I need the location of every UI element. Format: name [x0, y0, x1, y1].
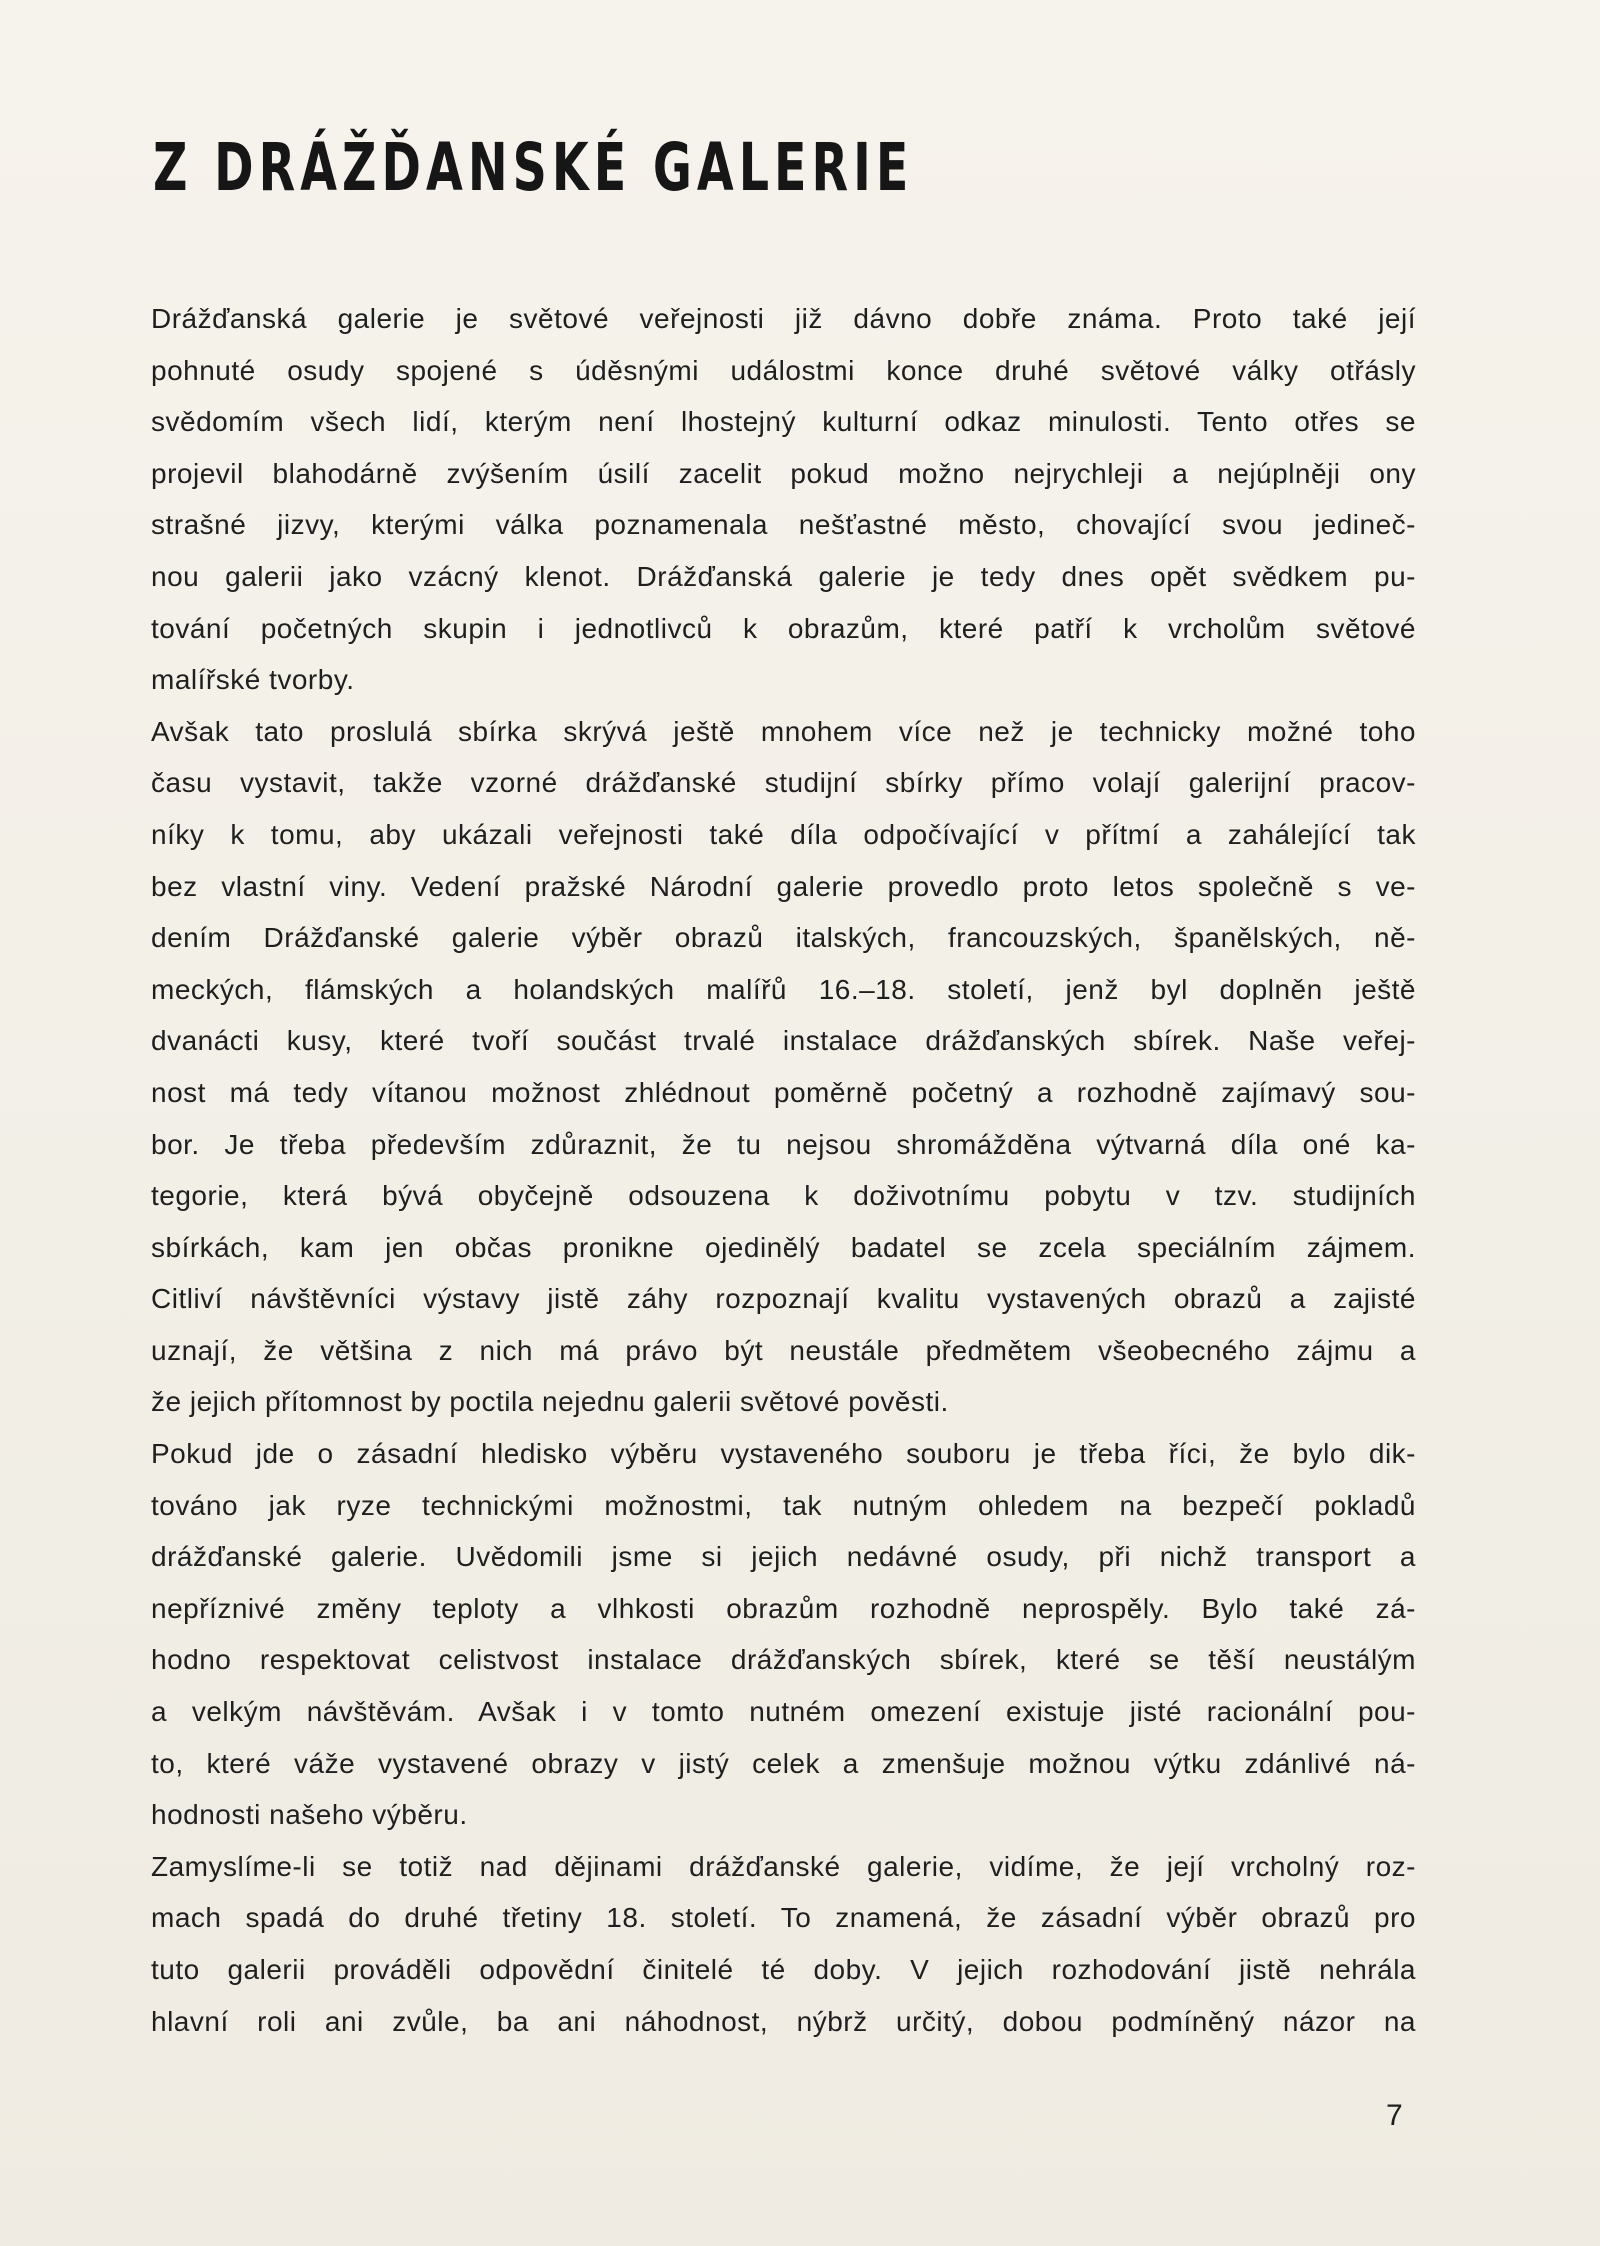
- text-line: Avšak tato proslulá sbírka skrývá ještě mnohem více než je technicky možné toho: [151, 715, 1416, 747]
- text-line: uznají, že většina z nich má právo být neustále předmětem všeobecného zájmu a: [151, 1334, 1416, 1366]
- paragraph-1: [151, 293, 1416, 706]
- text-line: hodno respektovat celistvost instalace drážďanských sbírek, které se těší neustálým: [151, 1644, 1416, 1676]
- text-line: níky k tomu, aby ukázali veřejnosti také díla odpočívající v přítmí a zahálející tak: [151, 818, 1416, 850]
- paragraph-2: [151, 706, 1416, 1428]
- paragraph-3: [151, 1428, 1416, 1841]
- text-line: nepříznivé změny teploty a vlhkosti obrazům rozhodně neprospěly. Bylo také zá-: [151, 1592, 1416, 1624]
- text-line: tování početných skupin i jednotlivců k obrazům, které patří k vrcholům světové: [151, 612, 1416, 644]
- page-number: 7: [1386, 2099, 1403, 2132]
- text-line: mach spadá do druhé třetiny 18. století. To znamená, že zásadní výběr obrazů pro: [151, 1902, 1416, 1934]
- body-text: [151, 293, 1416, 2047]
- text-line: Citliví návštěvníci výstavy jistě záhy rozpoznají kvalitu vystavených obrazů a zajisté: [151, 1283, 1416, 1315]
- text-line: nost má tedy vítanou možnost zhlédnout poměrně početný a rozhodně zajímavý sou-: [151, 1076, 1416, 1108]
- text-line: továno jak ryze technickými možnostmi, tak nutným ohledem na bezpečí pokladů: [151, 1489, 1416, 1521]
- paragraph-4: [151, 1841, 1416, 2047]
- text-line: času vystavit, takže vzorné drážďanské studijní sbírky přímo volají galerijní pracov-: [151, 767, 1416, 799]
- text-line: nou galerii jako vzácný klenot. Drážďanská galerie je tedy dnes opět svědkem pu-: [151, 560, 1416, 592]
- text-line: meckých, flámských a holandských malířů 16.–18. století, jenž byl doplněn ještě: [151, 973, 1416, 1005]
- text-line: Drážďanská galerie je světové veřejnosti již dávno dobře známa. Proto také její: [151, 303, 1416, 334]
- text-line: hlavní roli ani zvůle, ba ani náhodnost, nýbrž určitý, dobou podmíněný názor na: [151, 2005, 1416, 2037]
- text-line: a velkým návštěvám. Avšak i v tomto nutném omezení existuje jisté racionální pou-: [151, 1696, 1416, 1728]
- text-line: projevil blahodárně zvýšením úsilí zacelit pokud možno nejrychleji a nejúplněji ony: [151, 457, 1416, 489]
- text-line: tegorie, která bývá obyčejně odsouzena k doživotnímu pobytu v tzv. studijních: [151, 1180, 1416, 1212]
- text-line: dvanácti kusy, které tvoří součást trvalé instalace drážďanských sbírek. Naše veřej-: [151, 1025, 1416, 1057]
- text-line: to, které váže vystavené obrazy v jistý celek a zmenšuje možnou výtku zdánlivé ná-: [151, 1747, 1416, 1779]
- text-line: dením Drážďanské galerie výběr obrazů italských, francouzských, španělských, ně-: [151, 922, 1416, 954]
- page-title: Z DRÁŽĎANSKÉ GALERIE: [153, 129, 914, 206]
- text-line: Pokud jde o zásadní hledisko výběru vystaveného souboru je třeba říci, že bylo dik-: [151, 1438, 1416, 1470]
- text-line: bez vlastní viny. Vedení pražské Národní galerie provedlo proto letos společně s ve-: [151, 870, 1416, 902]
- text-line: hodnosti našeho výběru.: [151, 1799, 468, 1831]
- text-line: bor. Je třeba především zdůraznit, že tu nejsou shromážděna výtvarná díla oné ka-: [151, 1128, 1416, 1160]
- text-line: strašné jizvy, kterými válka poznamenala nešťastné město, chovající svou jedineč-: [151, 509, 1416, 541]
- text-line: sbírkách, kam jen občas pronikne ojedinělý badatel se zcela speciálním zájmem.: [151, 1231, 1416, 1263]
- text-line: malířské tvorby.: [151, 664, 355, 696]
- text-line: drážďanské galerie. Uvědomili jsme si jejich nedávné osudy, při nichž transport a: [151, 1541, 1416, 1573]
- text-line: Zamyslíme-li se totiž nad dějinami drážďanské galerie, vidíme, že její vrcholný roz-: [151, 1850, 1416, 1882]
- text-line: tuto galerii prováděli odpovědní činitelé té doby. V jejich rozhodování jistě nehrála: [151, 1954, 1416, 1985]
- text-line: svědomím všech lidí, kterým není lhostejný kulturní odkaz minulosti. Tento otřes se: [151, 406, 1416, 438]
- text-line: že jejich přítomnost by poctila nejednu galerii světové pověsti.: [151, 1386, 949, 1418]
- text-line: pohnuté osudy spojené s úděsnými událostmi konce druhé světové války otřásly: [151, 354, 1416, 386]
